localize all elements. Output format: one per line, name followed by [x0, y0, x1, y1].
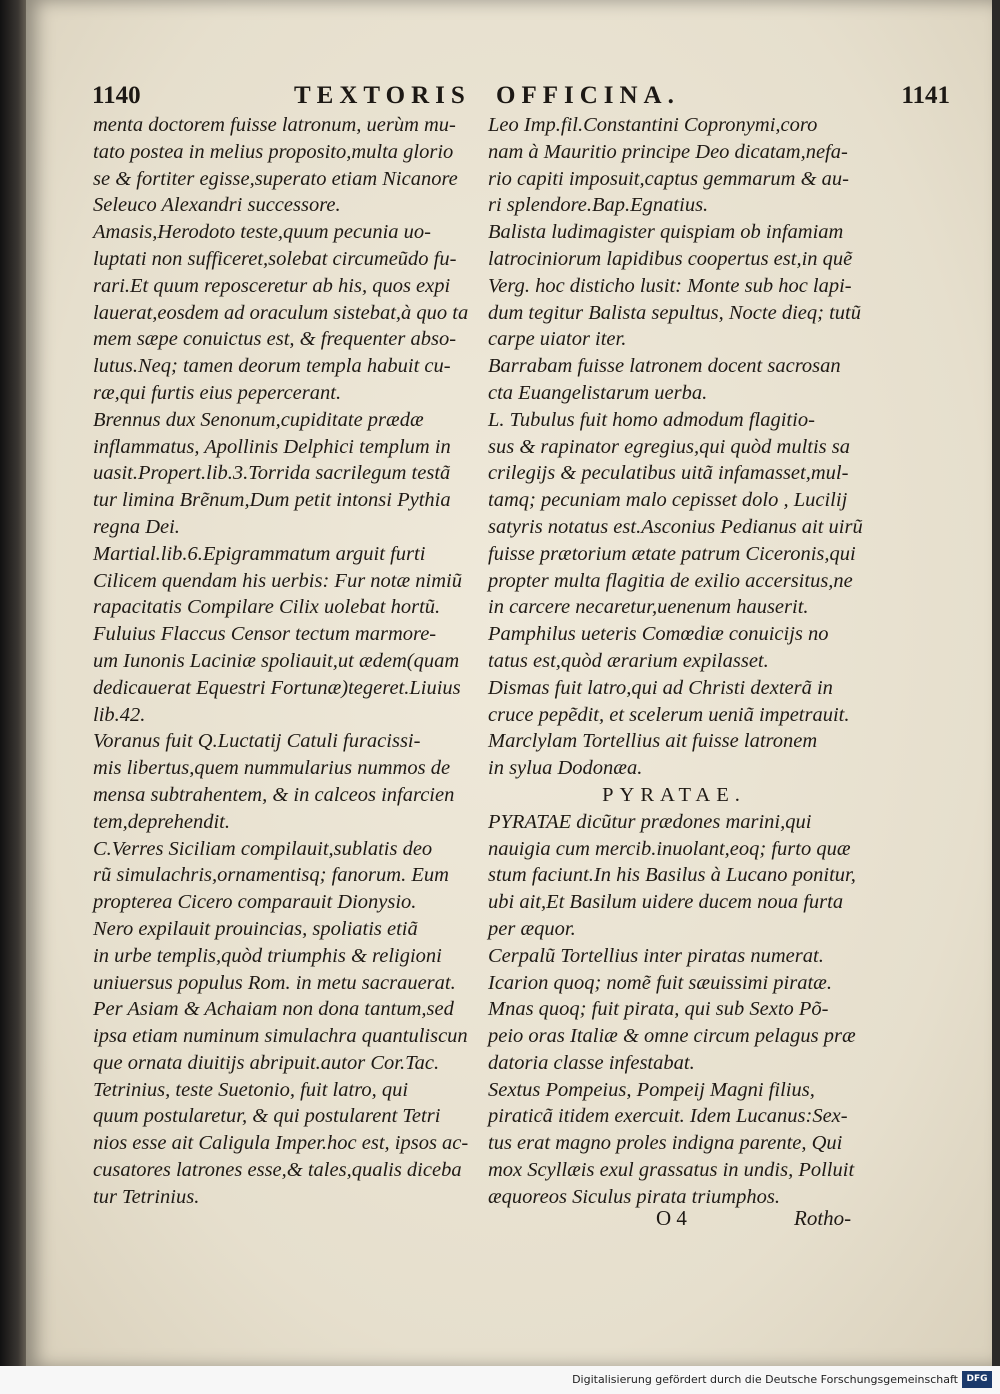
text-line: mox Scyllæis exul grassatus in undis, Polluit [488, 1159, 855, 1182]
text-line: um Iunonis Laciniæ spoliauit,ut ædem(quam [93, 649, 460, 672]
footer-credit: Digitalisierung gefördert durch die Deutsche Forschungsgemeinschaft [572, 1373, 958, 1386]
text-line: uniuersus populus Rom. in metu sacrauerat. [93, 971, 456, 994]
text-line: Sextus Pompeius, Pompeij Magni filius, [488, 1078, 815, 1101]
text-line: cta Euangelistarum uerba. [488, 381, 708, 404]
text-line: se & fortiter egisse,superato etiam Nicanore [93, 167, 458, 190]
text-line: peio oras Italiæ & omne circum pelagus præ [488, 1025, 856, 1048]
text-line: æquoreos Siculus pirata triumphos. [488, 1185, 780, 1208]
text-line: crilegijs & peculatibus uitã infamasset,mul- [488, 462, 849, 485]
text-line: Per Asiam & Achaiam non dona tantum,sed [93, 998, 454, 1021]
text-line: Seleuco Alexandri successore. [93, 194, 341, 217]
text-line: tem,deprehendit. [93, 810, 231, 833]
text-line: ræ,qui furtis eius pepercerant. [93, 381, 342, 404]
text-line: Marclylam Tortellius ait fuisse latronem [488, 730, 818, 753]
text-line: rũ simulachris,ornamentisq; fanorum. Eum [93, 864, 449, 887]
text-line: nam à Mauritio principe Deo dicatam,nefa- [488, 140, 848, 163]
text-line: Pamphilus ueteris Comœdiæ conuicijs no [488, 623, 829, 646]
text-line: in carcere necaretur,uenenum hauserit. [488, 596, 809, 619]
text-line: Dismas fuit latro,qui ad Christi dexterã in [488, 676, 833, 699]
text-line: ubi ait,Et Basilum uidere ducem noua furta [488, 891, 844, 914]
page-edge-right [992, 0, 1000, 1368]
text-line: piraticã itidem exercuit. Idem Lucanus:Sex- [488, 1105, 848, 1128]
text-line: ri splendore.Bap.Egnatius. [488, 194, 709, 217]
text-line: C.Verres Siciliam compilauit,sublatis deo [93, 837, 433, 860]
text-line: L. Tubulus fuit homo admodum flagitio- [488, 408, 815, 431]
text-line: cusatores latrones esse,& tales,qualis diceba [93, 1159, 462, 1182]
signature-mark: O 4 [656, 1206, 687, 1230]
text-line: Barrabam fuisse latronem docent sacrosan [488, 355, 841, 378]
text-line: Brennus dux Senonum,cupiditate prædæ [93, 408, 424, 431]
right-text-column [488, 112, 863, 1211]
text-line: Mnas quoq; fuit pirata, qui sub Sexto Põ- [488, 998, 829, 1021]
text-line: tus erat magno proles indigna parente, Qui [488, 1132, 843, 1155]
dfg-logo: DFG [962, 1371, 992, 1388]
page-number-left: 1140 [92, 82, 141, 109]
text-line: Fuluius Flaccus Censor tectum marmore- [93, 623, 437, 646]
text-line: tur Tetrinius. [93, 1185, 200, 1208]
text-line: tamq; pecuniam malo cepisset dolo , Lucilij [488, 489, 848, 512]
text-line: mis libertus,quem nummularius nummos de [93, 757, 451, 780]
text-line: rio capiti imposuit,captus gemmarum & au- [488, 167, 850, 190]
text-line: Tetrinius, teste Suetonio, fuit latro, qui [93, 1078, 409, 1101]
text-line: latrociniorum lapidibus coopertus est,in quẽ [488, 247, 853, 270]
text-line: uasit.Propert.lib.3.Torrida sacrilegum testã [93, 462, 451, 485]
text-line: lauerat,eosdem ad oraculum sistebat,à quo ta [93, 301, 469, 324]
text-line: in sylua Dodonæa. [488, 757, 643, 780]
text-line: nios esse ait Caligula Imper.hoc est, ipsos ac- [93, 1132, 469, 1155]
text-line: Leo Imp.fil.Constantini Copronymi,coro [488, 114, 818, 136]
text-line: per æquor. [488, 917, 576, 940]
text-line: tur limina Brẽnum,Dum petit intonsi Pythia [93, 489, 451, 512]
text-line: lutus.Neq; tamen deorum templa habuit cu- [93, 355, 451, 378]
section-heading: PYRATAE. [602, 783, 746, 806]
text-line: Balista ludimagister quispiam ob infamiam [488, 221, 844, 244]
text-line: Verg. hoc disticho lusit: Monte sub hoc lapi- [488, 274, 852, 297]
text-line: carpe uiator iter. [488, 328, 627, 351]
text-line: datoria classe infestabat. [488, 1051, 695, 1074]
text-line: propterea Cicero comparauit Dionysio. [93, 891, 417, 914]
text-line: propter multa flagitia de exilio accersitus,ne [488, 569, 853, 592]
text-line: fuisse prætorium ætate patrum Ciceronis,qui [488, 542, 856, 565]
text-line: regna Dei. [93, 515, 180, 538]
text-line: stum faciunt.In his Basilus à Lucano ponitur, [488, 864, 856, 887]
digitization-footer [0, 1366, 1000, 1394]
text-line: PYRATAE dicũtur prædones marini,qui [488, 810, 812, 833]
running-title-right: OFFICINA. [496, 82, 680, 109]
page-number-right: 1141 [901, 82, 950, 109]
text-line: quum postularetur, & qui postularent Tetri [93, 1105, 441, 1128]
text-line: in urbe templis,quòd triumphis & religioni [93, 944, 442, 967]
text-line: Amasis,Herodoto teste,quum pecunia uo- [93, 221, 432, 244]
text-line: sus & rapinator egregius,qui quòd multis sa [488, 435, 851, 458]
text-line: menta doctorem fuisse latronum, uerùm mu- [93, 114, 456, 136]
text-line: Cerpalũ Tortellius inter piratas numerat. [488, 944, 824, 967]
text-line: mem sæpe conuictus est, & frequenter abso- [93, 328, 457, 351]
text-line: mensa subtrahentem, & in calceos infarcien [93, 783, 455, 806]
text-line: Martial.lib.6.Epigrammatum arguit furti [93, 542, 426, 565]
text-line: luptati non sufficeret,solebat circumeũdo fu- [93, 247, 457, 270]
text-line: Icarion quoq; nomẽ fuit sæuissimi piratæ. [488, 971, 832, 994]
text-line: rapacitatis Compilare Cilix uolebat hortũ. [93, 596, 441, 619]
text-line: tato postea in melius proposito,multa glorio [93, 140, 454, 163]
left-text-column [93, 112, 468, 1211]
text-line: Voranus fuit Q.Luctatij Catuli furacissi- [93, 730, 421, 753]
text-line: rari.Et quum reposceretur ab his, quos expi [93, 274, 451, 297]
text-line: que ornata diuitijs abripuit.autor Cor.Tac. [93, 1051, 440, 1074]
text-line: lib.42. [93, 703, 146, 726]
text-line: satyris notatus est.Asconius Pedianus ait uirũ [488, 515, 863, 538]
text-line: tatus est,quòd ærarium expilasset. [488, 649, 769, 672]
text-line: dedicauerat Equestri Fortunæ)tegeret.Liuius [93, 676, 461, 699]
running-title-left: TEXTORIS [294, 82, 471, 109]
text-line: Nero expilauit prouincias, spoliatis etiã [93, 917, 418, 940]
text-line: Cilicem quendam his uerbis: Fur notæ nimiũ [93, 569, 462, 592]
text-line: ipsa etiam numinum simulachra quantuliscun [93, 1025, 468, 1048]
catchword: Rotho- [794, 1206, 852, 1230]
text-line: dum tegitur Balista sepultus, Nocte dieq; tutũ [488, 301, 861, 324]
text-line: nauigia cum mercib.inuolant,eoq; furto quæ [488, 837, 851, 860]
text-line: cruce pepẽdit, et scelerum ueniã impetrauit. [488, 703, 850, 726]
text-line: inflammatus, Apollinis Delphici templum in [93, 435, 451, 458]
